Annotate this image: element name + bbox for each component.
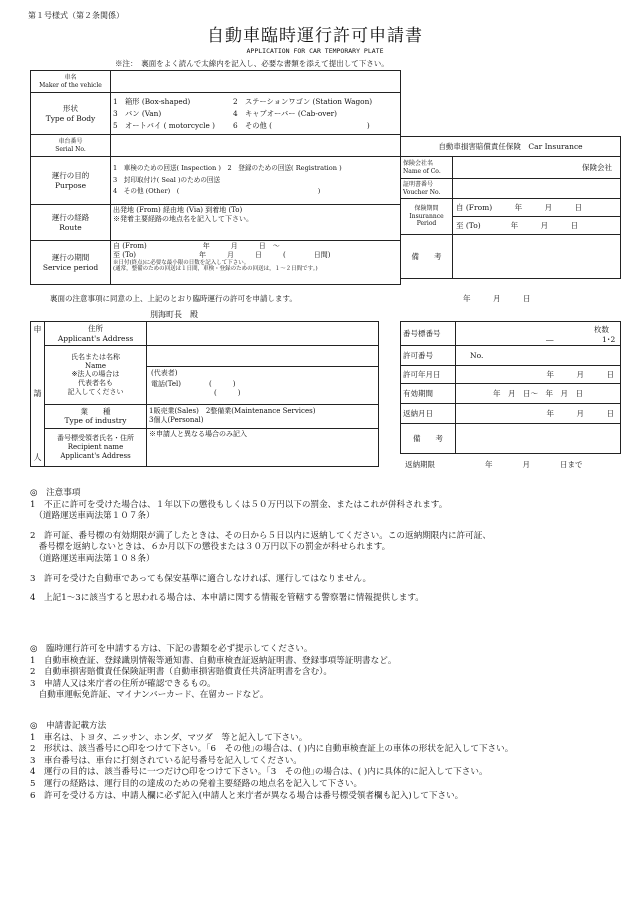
docs-2: 2 自動車損害賠償責任保険証明書（自動車損害賠償責任共済証明書を含む）。 [30, 667, 332, 678]
permit-date-field[interactable]: 年 月 日 [456, 366, 621, 384]
maker-label: 車名 Maker of the vehicle [31, 71, 111, 93]
period-label: 運行の期間 Service period [31, 241, 111, 285]
office-table [400, 321, 621, 454]
recipient-label: 番号標受領者氏名・住所 Recipient name Applicant's Address [45, 428, 147, 466]
permit-date-label: 許可年月日 [401, 366, 456, 384]
period-from: 自 (From) 年 月 日 ～ [113, 242, 280, 250]
count-label: 枚数 [594, 325, 609, 334]
form-number: 第１号様式（第２条関係） [28, 11, 124, 20]
count-value: 1･2 [602, 335, 616, 344]
phone-field[interactable]: 電話(Tel) ( ) ( ) [151, 379, 241, 397]
maker-field[interactable] [111, 71, 401, 93]
purpose-option-3[interactable]: 3 封印取付け( Seal )のための回送 [113, 175, 221, 184]
docs-1: 1 自動車検査証、登録識別情報等通知書、自動車検査証返納証明書、登録事項等証明書など。 [30, 655, 397, 666]
plate-label: 番号標番号 [401, 322, 456, 346]
header-note: ※注： 裏面をよく読んで太線内を記入し、必要な書類を添えて提出して下さい。 [115, 59, 389, 68]
serial-field[interactable] [111, 135, 401, 157]
applicant-side-label [31, 322, 45, 467]
route-label: 運行の経路 Route [31, 205, 111, 241]
recipient-field[interactable]: ※申請人と異なる場合のみ記入 [147, 428, 379, 466]
howto-2: 2 形状は、該当番号に○印をつけて下さい。｢6 その他｣の場合は、( )内に自動車検査証上の車体の形状を記入して下さい。 [30, 744, 514, 755]
consent-date: 年 月 日 [463, 294, 531, 303]
permit-no-field[interactable]: No. [456, 346, 621, 366]
insurance-cert-label: 証明書番号 Voucher No. [401, 179, 453, 199]
caution-3: 3 許可を受けた自動車であっても保安基準に適合しなければ、運行してはなりません。 [30, 573, 372, 584]
side-label-top: 申 [33, 325, 42, 334]
docs-3: 3 申請人又は来庁者の住所が確認できるもの。 [30, 678, 216, 689]
purpose-option-4[interactable]: 4 その他 (Other) ( ) [113, 187, 321, 196]
howto-3: 3 車台番号は、車台に打刻されている記号番号を記入してください。 [30, 755, 302, 766]
howto-5: 5 運行の経路は、運行目的の達成のための発着主要経路の地点名を記入して下さい。 [30, 778, 363, 789]
period-field[interactable] [111, 241, 401, 285]
period-note-1: ※日付(終点)に必要な最小限の日数を記入して下さい。 [113, 259, 250, 266]
vehicle-table [30, 70, 401, 285]
return-field[interactable]: 年 月 日 [456, 404, 621, 424]
body-option-4[interactable]: 4 キャブオーバー (Cab-over) [233, 108, 337, 118]
body-options[interactable] [111, 93, 401, 135]
name-field[interactable] [147, 346, 379, 404]
industry-options[interactable]: 1販売業(Sales) 2整備業(Maintenance Services) 3個人(Personal) [147, 404, 379, 428]
return-label: 返納月日 [401, 404, 456, 424]
insurance-to: 至 (To) 年 月 日 [456, 221, 579, 230]
docs-section [30, 644, 620, 702]
purpose-label: 運行の目的 Purpose [31, 157, 111, 205]
howto-1: 1 車名は、トヨタ、ニッサン、ホンダ、マツダ 等と記入して下さい。 [30, 732, 308, 743]
body-option-6[interactable]: 6 その他 ( ) [233, 121, 370, 131]
caution-2-cont: 番号標を返納しないときは、６か月以下の懲役または３０万円以下の罰金が科せられます。 [30, 542, 391, 553]
howto-title: ◎ 申請書記載方法 [30, 721, 107, 731]
insurance-company-field[interactable]: 保険会社 [453, 157, 621, 179]
period-note-2: (通常，整備のための回送は１日間，車検・登録のための回送は，１～２日間です。) [113, 266, 318, 273]
body-option-5[interactable]: 5 オートバイ ( motorcycle ) [113, 121, 216, 131]
deadline-label: 返納期限 [405, 460, 435, 469]
permit-no-label: 許可番号 [401, 346, 456, 366]
page-title: 自動車臨時運行許可申請書 [207, 26, 423, 46]
caution-2-ref: （道路運送車両法第１０８条） [30, 553, 155, 564]
purpose-options[interactable] [111, 157, 401, 205]
address-field[interactable] [147, 322, 379, 346]
serial-label: 車台番号 Serial No. [31, 135, 111, 157]
insurance-remarks-label: 備 考 [401, 235, 453, 279]
caution-1: 1 不正に許可を受けた場合は、１年以下の懲役もしくは５０万円以下の罰金、またはこれが併科されます。 [30, 499, 448, 510]
deadline-value: 年 月 日まで [485, 460, 583, 469]
caution-2: 2 許可証、番号標の有効期限が満了したときは、その日から５日以内に返納してください。この返納期限内に許可証、 [30, 530, 491, 541]
industry-label: 業 種 Type of industry [45, 404, 147, 428]
valid-field[interactable]: 年 月 日～ 年 月 日 [456, 384, 621, 404]
consent-text: 裏面の注意事項に同意の上、上記のとおり臨時運行の許可を申請します。 [50, 294, 297, 303]
addressee: 別海町長 殿 [150, 310, 198, 319]
body-option-2[interactable]: 2 ステーションワゴン (Station Wagon) [233, 96, 373, 106]
insurance-remarks-field[interactable] [453, 235, 621, 279]
howto-6: 6 許可を受ける方は、申請人欄に必ず記入(申請人と来庁者が異なる場合は番号標受領者欄も記入)して下さい。 [30, 790, 464, 801]
insurance-heading: 自動車損害賠償責任保険 Car Insurance [401, 137, 621, 157]
side-label-mid: 請 [33, 389, 42, 398]
name-label: 氏名または名称 Name ※法人の場合は 代表者名も 記入してください [45, 346, 147, 404]
caution-title: ◎ 注意事項 [30, 488, 81, 498]
page-subtitle: APPLICATION FOR CAR TEMPORARY PLATE [246, 47, 384, 55]
body-option-3[interactable]: 3 バン (Van) [113, 108, 162, 118]
caution-4: 4 上記1～3に該当すると思われる場合は、本申請に関する情報を管轄する警察署に情報提供します。 [30, 593, 424, 604]
insurance-cert-field[interactable] [453, 179, 621, 199]
route-field[interactable]: 出発地 (From) 経由地 (Via) 到着地 (To) ※発着主要経路の地点名を記入して下さい。 [111, 205, 401, 241]
insurance-company-label: 保険会社名 Name of Co. [401, 157, 453, 179]
caution-section [30, 488, 620, 605]
address-label: 住所 Applicant's Address [45, 322, 147, 346]
insurance-period-field[interactable] [453, 199, 621, 235]
caution-1-ref: （道路運送車両法第１０７条） [30, 511, 155, 522]
office-remarks-label: 備 考 [401, 424, 456, 454]
insurance-from: 自 (From) 年 月 日 [453, 199, 620, 217]
plate-value: ― [546, 335, 554, 344]
howto-section [30, 721, 620, 802]
docs-title: ◎ 臨時運行許可を申請する方は、下記の書類を必ず提示してください。 [30, 644, 313, 654]
side-label-bot: 人 [33, 453, 42, 462]
applicant-table [30, 321, 379, 467]
docs-3-cont: 自動車運転免許証、マイナンバーカード、在留カードなど。 [30, 690, 269, 701]
body-label: 形状 Type of Body [31, 93, 111, 135]
plate-field[interactable] [456, 322, 621, 346]
office-remarks-field[interactable] [456, 424, 621, 454]
body-option-1[interactable]: 1 箱形 (Box-shaped) [113, 96, 191, 106]
howto-4: 4 運行の目的は、該当番号に一つだけ○印をつけて下さい。｢3 その他｣の場合は、( )内に具体的に記入して下さい。 [30, 767, 488, 778]
representative-label: (代表者) [151, 369, 178, 378]
valid-label: 有効期間 [401, 384, 456, 404]
insurance-table [400, 136, 621, 279]
purpose-option-1-2[interactable]: 1 車検のための回送( Inspection ) 2 登録のための回送( Registration ) [113, 164, 342, 173]
insurance-period-label: 保険期間 Insurannce Period [401, 199, 453, 235]
period-to: 至 (To) 年 月 日 ( 日間) [113, 250, 331, 259]
